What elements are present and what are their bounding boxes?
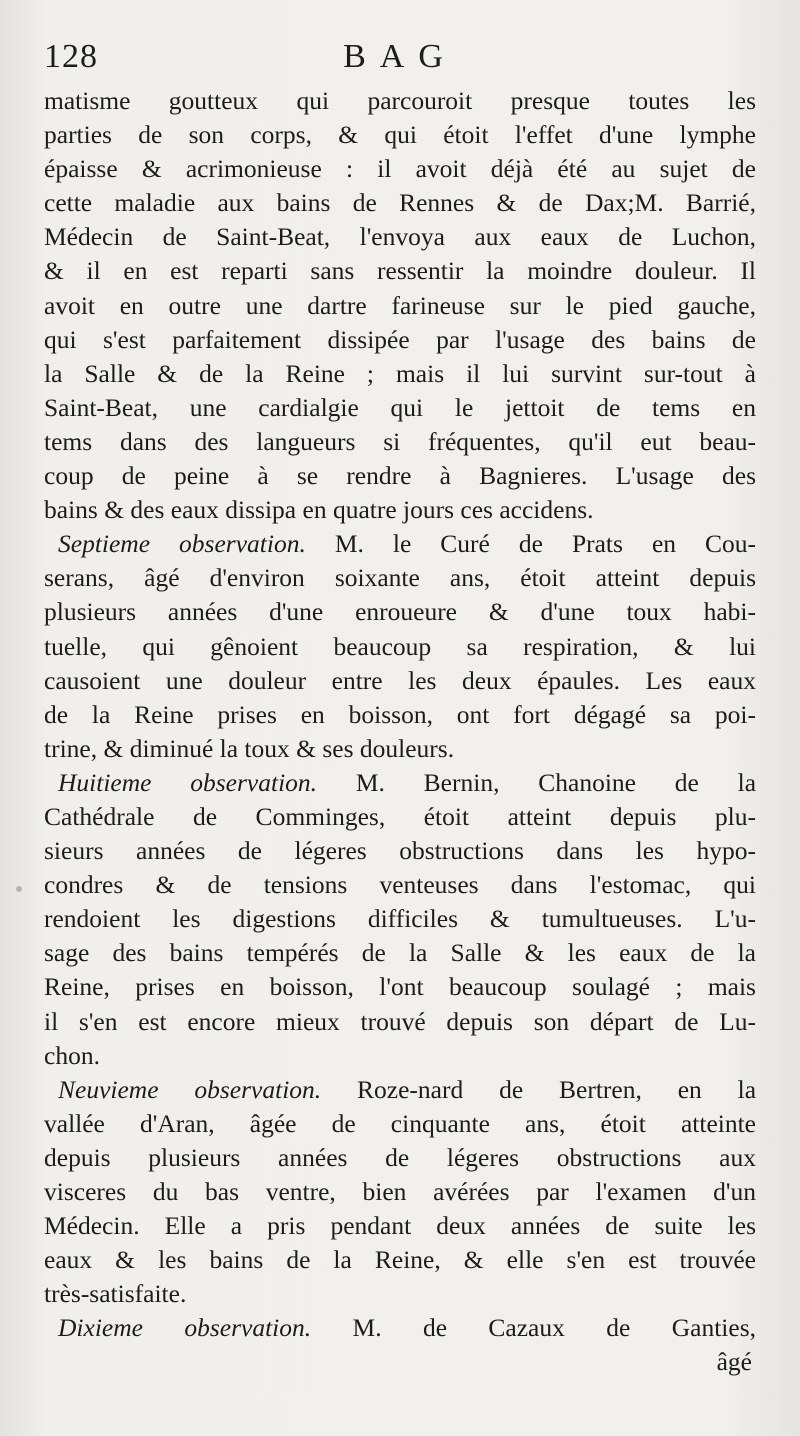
observation-9-first-line (44, 1073, 756, 1107)
observation-8-first-line (44, 766, 756, 800)
text-line: cette maladie aux bains de Rennes & de Dax;M. Barrié, (44, 188, 756, 218)
observation-9-text: Roze-nard de Bertren, en la (357, 1074, 756, 1104)
page-number: 128 (44, 38, 98, 75)
text-line: chon. (44, 1040, 100, 1070)
text-line: serans, âgé d'environ soixante ans, étoit atteint depuis (44, 563, 756, 593)
paper-blemish (16, 886, 22, 892)
text-line: condres & de tensions venteuses dans l'estomac, qui (44, 870, 756, 900)
text-line: avoit en outre une dartre farineuse sur le pied gauche, (44, 290, 756, 320)
observation-7-heading: Septieme observation. (58, 529, 306, 559)
text-line: Médecin. Elle a pris pendant deux années de suite les (44, 1211, 756, 1241)
text-line: bains & des eaux dissipa en quatre jours ces accidens. (44, 495, 594, 525)
observation-7-text: M. le Curé de Prats en Cou- (334, 529, 756, 559)
observation-10-first-line (44, 1311, 756, 1345)
text-line: la Salle & de la Reine ; mais il lui survint sur-tout à (44, 358, 756, 388)
observation-10-heading: Dixieme observation. (58, 1313, 312, 1343)
observation-8-text: M. Bernin, Chanoine de la (355, 767, 756, 797)
text-line: vallée d'Aran, âgée de cinquante ans, étoit atteinte (44, 1108, 756, 1138)
text-line: matisme goutteux qui parcouroit presque toutes les (44, 86, 756, 115)
observation-9-heading: Neuvieme observation. (58, 1074, 322, 1104)
text-line: Saint-Beat, une cardialgie qui le jettoit de tems en (44, 392, 756, 422)
text-line: plusieurs années d'une enroueure & d'une toux habi- (44, 597, 756, 627)
text-line: tuelle, qui gênoient beaucoup sa respiration, & lui (44, 631, 756, 661)
text-line: eaux & les bains de la Reine, & elle s'en est trouvée (44, 1245, 756, 1275)
text-line: coup de peine à se rendre à Bagnieres. L'usage des (44, 461, 756, 491)
text-line: qui s'est parfaitement dissipée par l'usage des bains de (44, 324, 756, 354)
text-body (44, 84, 756, 1345)
text-line: visceres du bas ventre, bien avérées par l'examen d'un (44, 1177, 756, 1206)
page-header (44, 38, 756, 78)
text-line: parties de son corps, & qui étoit l'effet d'une lymphe (44, 120, 756, 150)
text-line: sieurs années de légeres obstructions dans les hypo- (44, 836, 756, 866)
text-line: rendoient les digestions difficiles & tumultueuses. L'u- (44, 904, 756, 934)
running-head: BAG (343, 38, 457, 75)
text-line: depuis plusieurs années de légeres obstructions aux (44, 1142, 756, 1172)
observation-7-first-line (44, 527, 756, 561)
text-line: sage des bains tempérés de la Salle & les eaux de la (44, 938, 756, 968)
observation-8-heading: Huitieme observation. (58, 767, 318, 797)
text-line: de la Reine prises en boisson, ont fort dégagé sa poi- (44, 699, 756, 729)
catchword: âgé (716, 1347, 752, 1376)
text-line: il s'en est encore mieux trouvé depuis son départ de Lu- (44, 1006, 756, 1036)
text-line: tems dans des langueurs si fréquentes, qu'il eut beau- (44, 426, 756, 456)
text-line: Reine, prises en boisson, l'ont beaucoup soulagé ; mais (44, 972, 756, 1002)
text-line: Cathédrale de Comminges, étoit atteint depuis plu- (44, 801, 756, 831)
observation-10-text: M. de Cazaux de Ganties, (352, 1313, 756, 1343)
text-line: trine, & diminué la toux & ses douleurs. (44, 733, 455, 763)
text-line: causoient une douleur entre les deux épaules. Les eaux (44, 665, 756, 695)
text-line: Médecin de Saint-Beat, l'envoya aux eaux de Luchon, (44, 222, 756, 252)
text-line: très-satisfaite. (44, 1279, 187, 1309)
text-line: & il en est reparti sans ressentir la moindre douleur. Il (44, 256, 756, 286)
text-line: épaisse & acrimonieuse : il avoit déjà été au sujet de (44, 154, 756, 184)
